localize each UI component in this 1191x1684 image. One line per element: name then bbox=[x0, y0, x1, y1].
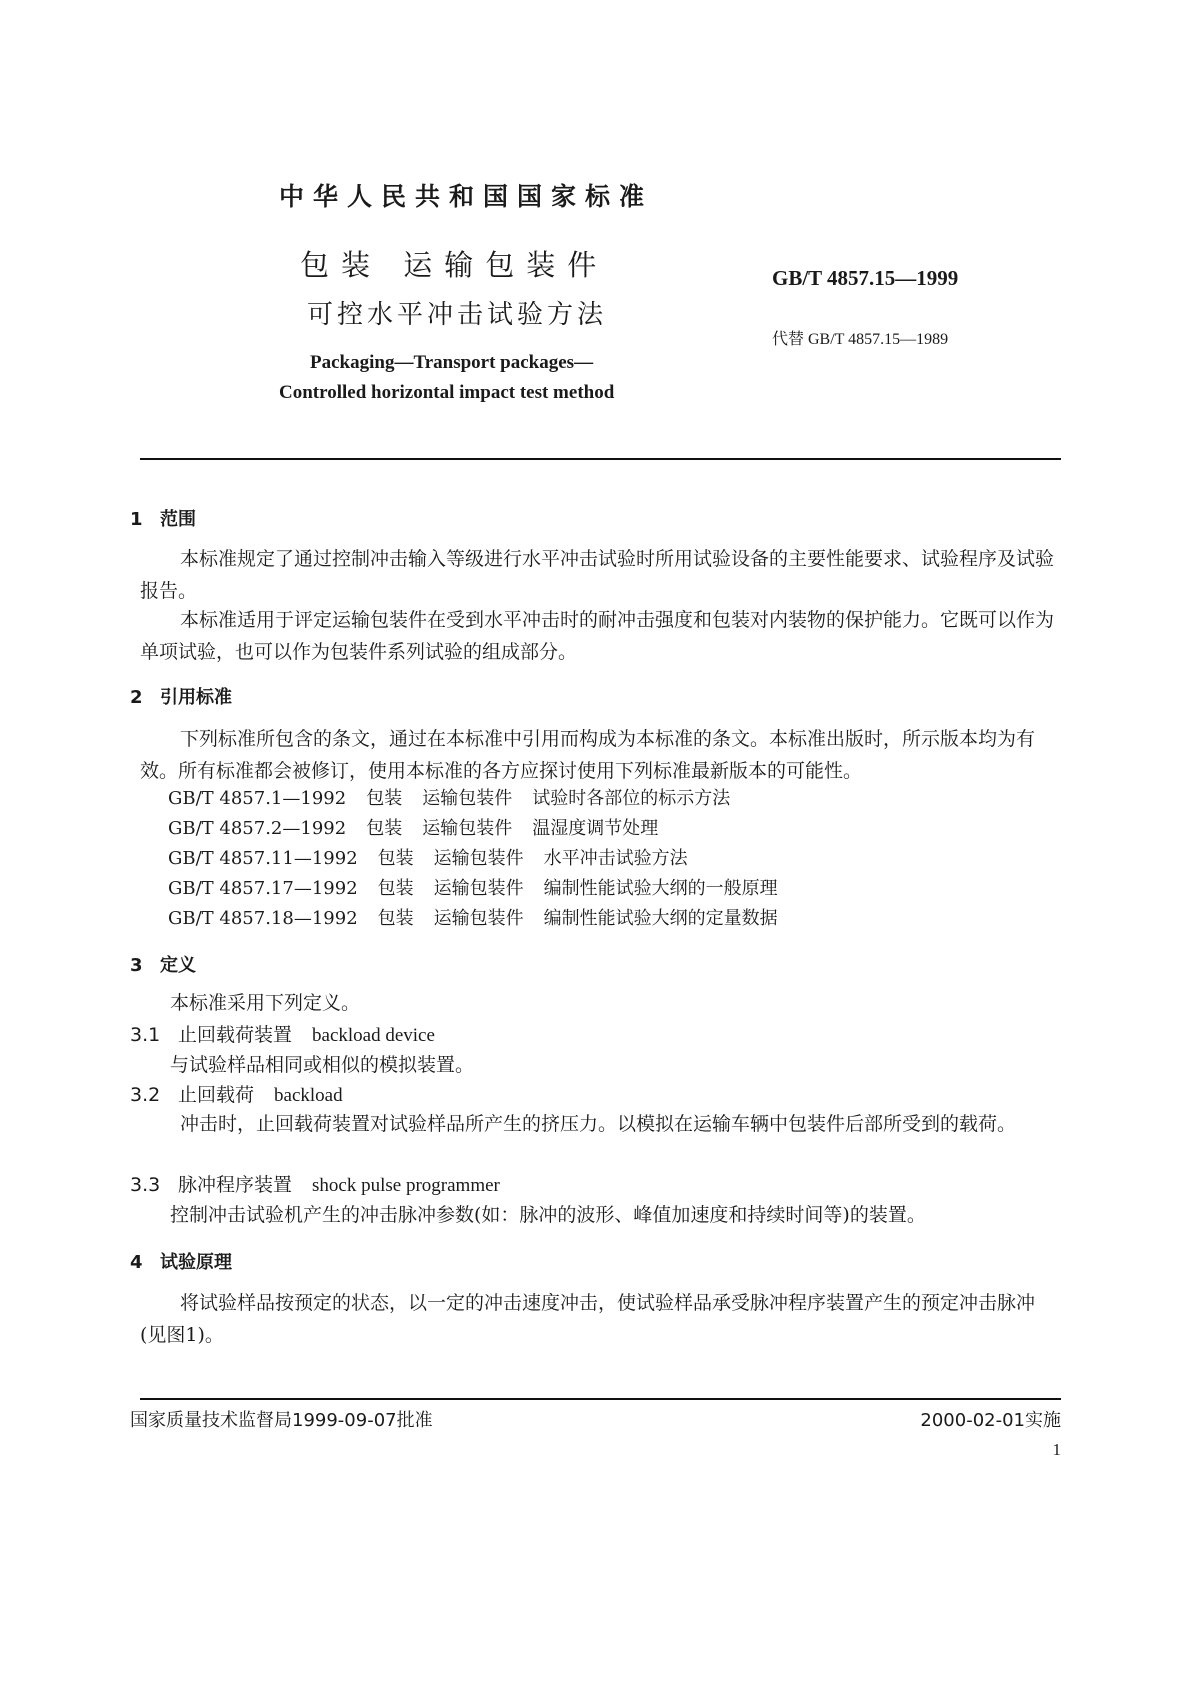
reference-item bbox=[168, 843, 688, 875]
reference-part-a: 包装 bbox=[377, 848, 414, 869]
section-number: 4 bbox=[130, 1252, 143, 1273]
standard-code bbox=[772, 266, 958, 291]
reference-part-b: 运输包装件 bbox=[433, 848, 524, 869]
title-line-2: 可控水平冲击试验方法 bbox=[307, 300, 608, 330]
reference-part-c: 试验时各部位的标示方法 bbox=[532, 788, 731, 809]
reference-item bbox=[168, 783, 730, 815]
reference-item bbox=[168, 813, 658, 845]
reference-part-a: 包装 bbox=[377, 908, 414, 929]
definition-text: 控制冲击试验机产生的冲击脉冲参数(如：脉冲的波形、峰值加速度和持续时间等)的装置。 bbox=[170, 1204, 926, 1226]
section-number: 2 bbox=[130, 687, 143, 708]
english-title-line-2: Controlled horizontal impact test method bbox=[279, 382, 615, 403]
definition-term bbox=[130, 1169, 500, 1202]
section-heading-1 bbox=[130, 505, 196, 531]
section-number: 3 bbox=[130, 955, 143, 976]
section-title: 引用标准 bbox=[160, 687, 232, 708]
paragraph: 下列标准所包含的条文，通过在本标准中引用而构成为本标准的条文。本标准出版时，所示版本均为有效。所有标准都会被修订，使用本标准的各方应探讨使用下列标准最新版本的可能性。 bbox=[140, 728, 1036, 782]
definition-term-zh: 止回载荷装置 bbox=[178, 1024, 293, 1046]
definition-term bbox=[130, 1019, 435, 1052]
effective-date: 2000-02-01实施 bbox=[920, 1410, 1061, 1431]
section-heading-3 bbox=[130, 951, 196, 977]
reference-part-c: 水平冲击试验方法 bbox=[543, 848, 688, 869]
reference-code: GB/T 4857.1—1992 bbox=[168, 788, 347, 809]
reference-item bbox=[168, 903, 778, 935]
national-standard-heading: 中华人民共和国国家标准 bbox=[279, 182, 654, 211]
definitions-intro: 本标准采用下列定义。 bbox=[170, 992, 361, 1014]
definition-text: 与试验样品相同或相似的模拟装置。 bbox=[170, 1054, 475, 1076]
replaces-note: 代替 GB/T 4857.15—1989 bbox=[772, 331, 949, 348]
section-title: 定义 bbox=[160, 955, 196, 976]
reference-item bbox=[168, 873, 778, 905]
definition-term-en: backload device bbox=[312, 1025, 435, 1046]
definition-term-en: shock pulse programmer bbox=[312, 1175, 500, 1196]
reference-part-c: 编制性能试验大纲的定量数据 bbox=[543, 908, 778, 929]
reference-part-b: 运输包装件 bbox=[422, 818, 513, 839]
reference-code: GB/T 4857.18—1992 bbox=[168, 908, 358, 929]
reference-part-a: 包装 bbox=[366, 788, 403, 809]
section-title: 试验原理 bbox=[160, 1252, 232, 1273]
paragraph: 将试验样品按预定的状态，以一定的冲击速度冲击，使试验样品承受脉冲程序装置产生的预定冲击脉冲(见图1)。 bbox=[140, 1292, 1036, 1346]
definition-number: 3.2 bbox=[130, 1084, 161, 1106]
reference-part-b: 运输包装件 bbox=[433, 878, 524, 899]
title-line-1: 包装 运输包装件 bbox=[300, 248, 609, 282]
section-number: 1 bbox=[130, 509, 143, 530]
section-heading-4 bbox=[130, 1248, 232, 1274]
reference-part-b: 运输包装件 bbox=[422, 788, 513, 809]
header-divider bbox=[140, 458, 1061, 460]
definition-term-zh: 脉冲程序装置 bbox=[178, 1174, 293, 1196]
reference-part-c: 编制性能试验大纲的一般原理 bbox=[543, 878, 778, 899]
footer-divider bbox=[140, 1398, 1061, 1400]
paragraph: 本标准规定了通过控制冲击输入等级进行水平冲击试验时所用试验设备的主要性能要求、试验程序及试验报告。 bbox=[140, 548, 1055, 602]
standard-code-text: GB/T 4857.15—1999 bbox=[772, 266, 959, 290]
definition-text: 冲击时，止回载荷装置对试验样品所产生的挤压力。以模拟在运输车辆中包装件后部所受到的载荷。 bbox=[180, 1113, 1017, 1135]
paragraph: 本标准适用于评定运输包装件在受到水平冲击时的耐冲击强度和包装对内装物的保护能力。它既可以作为单项试验，也可以作为包装件系列试验的组成部分。 bbox=[140, 609, 1055, 663]
approval-line: 国家质量技术监督局1999-09-07批准 bbox=[130, 1410, 433, 1431]
section-title: 范围 bbox=[160, 509, 196, 530]
reference-code: GB/T 4857.17—1992 bbox=[168, 878, 358, 899]
reference-code: GB/T 4857.2—1992 bbox=[168, 818, 347, 839]
reference-part-a: 包装 bbox=[366, 818, 403, 839]
reference-part-a: 包装 bbox=[377, 878, 414, 899]
definition-term-zh: 止回载荷 bbox=[178, 1084, 255, 1106]
definition-term-en: backload bbox=[274, 1085, 343, 1106]
reference-part-b: 运输包装件 bbox=[433, 908, 524, 929]
reference-part-c: 温湿度调节处理 bbox=[532, 818, 659, 839]
english-title-line-1: Packaging—Transport packages— bbox=[310, 352, 594, 373]
section-heading-2 bbox=[130, 683, 232, 709]
definition-number: 3.3 bbox=[130, 1174, 161, 1196]
definition-number: 3.1 bbox=[130, 1024, 161, 1046]
reference-code: GB/T 4857.11—1992 bbox=[168, 848, 358, 869]
page-number: 1 bbox=[1052, 1440, 1061, 1459]
